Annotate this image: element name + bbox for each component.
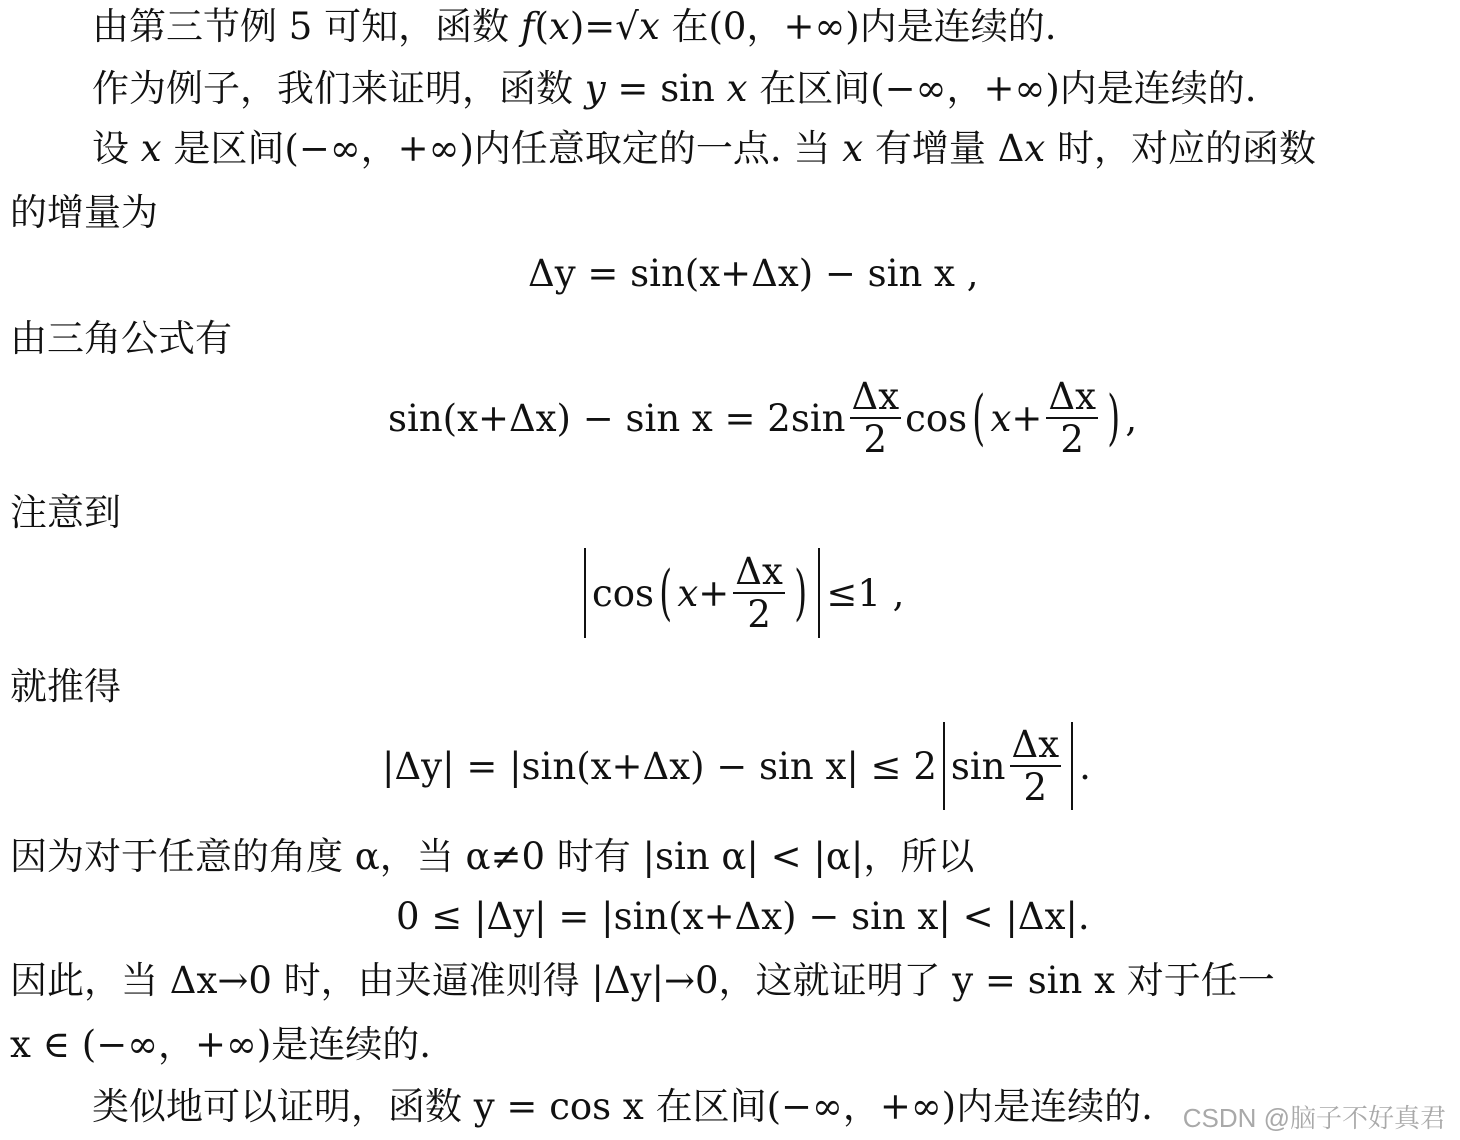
- fraction: $\frac{\Delta x}{2}$: [851, 375, 900, 461]
- paragraph-angle: 因为对于任意的角度 α，当 α≠0 时有 |sin α| < |α|，所以: [10, 835, 975, 878]
- fraction: $\frac{\Delta x}{2}$: [735, 550, 783, 636]
- paragraph-derive: 就推得: [10, 665, 121, 708]
- equation-squeeze: 0 ≤ |Δy| = |sin(x+Δx) − sin x| < |Δx|.: [396, 895, 1090, 938]
- paragraph-conclusion: 因此，当 Δx→0 时，由夹逼准则得 |Δy|→0，这就证明了 y = sin x 对于任一: [10, 959, 1275, 1002]
- equation-cos-bound: cos ( x+ $\frac{\Delta x}{2}$ ) ≤1 ,: [578, 548, 904, 638]
- paragraph-setup-cont: 的增量为: [10, 191, 158, 234]
- paragraph-conclusion-cont: x ∈ (−∞，+∞)是连续的.: [10, 1023, 432, 1066]
- equation-sum-to-product: sin(x+Δx) − sin x = 2sin $\frac{\Delta x}{2}$ cos ( x+ $\frac{\Delta x}{2}$ ) ,: [388, 375, 1138, 461]
- paragraph-setup: 设 x 是区间(−∞，+∞)内任意取定的一点. 当 x 有增量 Δx 时，对应的函数: [92, 127, 1316, 170]
- paragraph-trig-formula: 由三角公式有: [10, 317, 232, 360]
- fraction: $\frac{\Delta x}{2}$: [1011, 723, 1060, 809]
- paragraph-example-intro: 作为例子，我们来证明，函数 y = sin x 在区间(−∞，+∞)内是连续的.: [92, 67, 1257, 110]
- fraction: $\frac{\Delta x}{2}$: [1048, 375, 1096, 461]
- paragraph-sqrt-continuity: 由第三节例 5 可知，函数 f(x)=√x 在(0，+∞)内是连续的.: [92, 5, 1057, 48]
- watermark: CSDN @脑子不好真君: [1182, 1103, 1446, 1133]
- paragraph-cos-similar: 类似地可以证明，函数 y = cos x 在区间(−∞，+∞)内是连续的.: [92, 1085, 1153, 1128]
- equation-delta-y: Δy = sin(x+Δx) − sin x ,: [528, 252, 979, 295]
- paragraph-note: 注意到: [10, 491, 121, 534]
- equation-abs-bound: |Δy| = |sin(x+Δx) − sin x| ≤ 2 sin $\frac{\Delta x}{2}$ .: [382, 723, 1091, 809]
